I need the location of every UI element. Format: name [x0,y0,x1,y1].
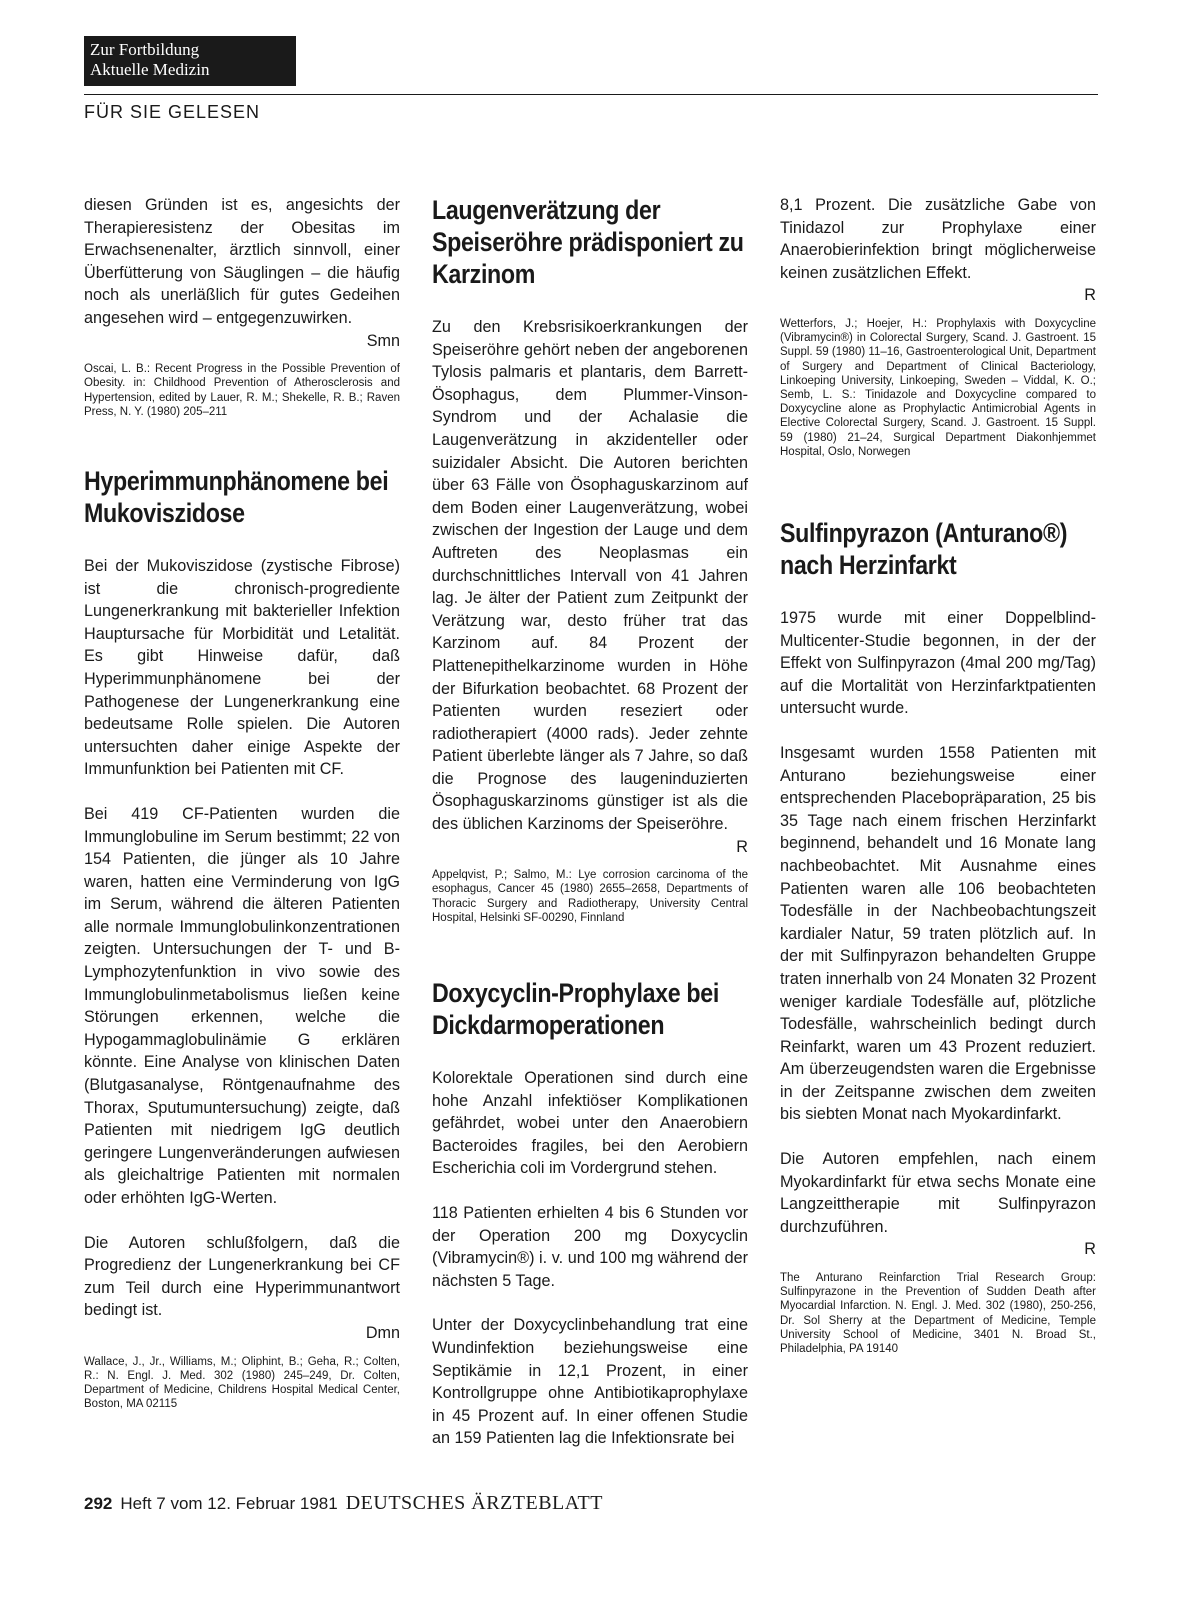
doxycyclin-continuation [780,194,1096,307]
intro-signature: Smn [366,331,400,350]
section-label-line2: Aktuelle Medizin [90,60,210,79]
article-title-laugenveraetzung: Laugenverätzung der Speiseröhre prädisponiert zu Karzinom [432,195,744,289]
journal-name: DEUTSCHES ÄRZTEBLATT [345,1492,603,1514]
sulfinpyrazon-paragraph-3-text: Die Autoren empfehlen, nach einem Myokardinfarkt für etwa sechs Monate eine Langzeittherapie mit Sulfinpyrazon durchzuführen. [780,1150,1096,1236]
mukoviszidose-paragraph-1: Bei der Mukoviszidose (zystische Fibrose) ist die chronisch-progrediente Lungenerkrankung mit bakterieller Infektion Hauptursache für Morbidität und Letalität. Es gibt Hinweise dafür, daß Hyperimmunphänomene bei der Pathogenese der Lungenerkrankung eine bedeutsame Rolle spielen. Die Autoren untersuchten daher einige Aspekte der Immunfunktion bei Patienten mit CF. [84,556,400,779]
doxycyclin-reference: Wetterfors, J.; Hoejer, H.: Prophylaxis with Doxycycline (Vibramycin®) in Colorectal Surgery, Scand. J. Gastroent. 15 Suppl. 59 (1980) 11–16, Gastroenterological Unit, Department of Surgery and Department of Clinical Bacteriology, Linkoeping University, Linkoeping, Sweden – Viddal, K. O.; Semb, L. S.: Tinidazole and Doxycycline compared to Doxycycline alone as Prophylactic Antimicrobial Agents in Elective Colorectal Surgery, Scand. J. Gastroent. 15 Suppl. 59 (1980) 21–24, Surgical Department Diakonhjemmet Hospital, Oslo, Norwegen [780,317,1096,458]
doxycyclin-signature: R [1084,286,1096,305]
column-2 [432,194,748,1450]
intro-paragraph [84,194,400,352]
mukoviszidose-paragraph-3-text: Die Autoren schlußfolgern, daß die Progredienz der Lungenerkrankung bei CF zum Teil durch eine Hyperimmunantwort bedingt ist. [84,1233,400,1320]
article-title-doxycyclin: Doxycyclin-Prophylaxe bei Dickdarmoperationen [432,978,719,1041]
spacer [84,419,400,465]
doxycyclin-paragraph-3: Unter der Doxycyclinbehandlung trat eine Wundinfektion beziehungsweise eine Septikämie in 12,1 Prozent, in einer Kontrollgruppe ohne Antibiotikaprophylaxe in 45 Prozent auf. In einer offenen Studie an 159 Patienten lag die Infektionsrate bei [432,1316,748,1448]
mukoviszidose-reference: Wallace, J., Jr., Williams, M.; Oliphint, B.; Geha, R.; Colten, R.: N. Engl. J. Med. 302 (1980) 245–249, Dr. Colten, Department of Medicine, Childrens Hospital Medical Center, Boston, MA 02115 [84,1355,400,1411]
sulfinpyrazon-reference: The Anturano Reinfarction Trial Research Group: Sulfinpyrazone in the Prevention of Sudden Death after Myocardial Infarction. N. Engl. J. Med. 302 (1980), 250-256, Dr. Sol Sherry at the Department of Medicine, Temple University School of Medicine, 3401 N. Broad St., Philadelphia, PA 19140 [780,1272,1096,1356]
article-title-mukoviszidose: Hyperimmunphänomene bei Mukoviszidose [84,465,389,528]
doxycyclin-continuation-text: 8,1 Prozent. Die zusätzliche Gabe von Tinidazol zur Prophylaxe einer Anaerobierinfektion bringt möglicherweise keinen zusätzlichen Effekt. [780,196,1096,282]
intro-reference: Oscai, L. B.: Recent Progress in the Possible Prevention of Obesity. in: Childhood Prevention of Atherosclerosis and Hypertension, edited by Lauer, R. M.; Shekelle, R. B.; Raven Press, N. Y. (1980) 205–211 [84,363,400,418]
header-rule [84,94,1098,95]
spacer [432,925,748,977]
spacer [780,459,1096,517]
sulfinpyrazon-paragraph-2: Insgesamt wurden 1558 Patienten mit Anturano beziehungsweise einer entsprechenden Placebopräparation, 25 bis 35 Tage nach einem frischen Herzinfarkt beginnend, behandelt und 16 Monate lang nachbeobachtet. Mit Ausnahme eines Patienten waren alle 106 beobachteten Todesfälle in der Nachbeobachtungszeit kardialer Natur, 59 traten plötzlich auf. In der mit Sulfinpyrazon behandelten Gruppe traten innerhalb von 24 Monaten 32 Prozent weniger kardiale Todesfälle auf, plötzliche Todesfälle, wahrscheinlich bedingt durch Reinfarkt, waren um 43 Prozent reduziert. Am überzeugendsten waren die Ergebnisse in der Zeitspanne zwischen dem zweiten bis siebten Monat nach Myokardinfarkt. [780,743,1096,1124]
issue-info: Heft 7 vom 12. Februar 1981 [120,1494,338,1513]
laugenveraetzung-signature: R [736,837,748,856]
section-label-line1: Zur Fortbildung [90,40,200,59]
laugenveraetzung-paragraph [432,316,748,858]
article-title-sulfinpyrazon: Sulfinpyrazon (Anturano®) nach Herzinfarkt [780,518,1068,580]
column-3 [780,194,1096,1356]
intro-text: diesen Gründen ist es, angesichts der Therapieresistenz der Obesitas im Erwachsenenalter, ärztlich sinnvoll, einer Überfütterung von Säuglingen – die häufig noch als unerläßlich für gutes Gedeihen angesehen wird – entgegenzuwirken. [84,196,400,327]
sulfinpyrazon-paragraph-3 [780,1148,1096,1261]
doxycyclin-paragraph-2: 118 Patienten erhielten 4 bis 6 Stunden vor der Operation 200 mg Doxycyclin (Vibramycin®) i. v. und 100 mg während der nächsten 5 Tage. [432,1204,748,1290]
section-label [84,36,296,86]
laugenveraetzung-reference: Appelqvist, P.; Salmo, M.: Lye corrosion carcinoma of the esophagus, Cancer 45 (1980) 2655–2658, Departments of Thoracic Surgery and Radiotherapy, University Central Hospital, Helsinki SF-00290, Finnland [432,869,748,924]
column-kicker: FÜR SIE GELESEN [84,102,261,122]
page-footer [84,1492,603,1515]
mukoviszidose-paragraph-2: Bei 419 CF-Patienten wurden die Immunglobuline im Serum bestimmt; 22 von 154 Patienten, die jünger als 10 Jahre waren, hatten eine Verminderung von IgG im Serum, während die älteren Patienten alle normale Immunglobulinkonzentrationen zeigten. Untersuchungen der T- und B-Lymphozytenfunktion in vivo sowie des Immunglobulinmetabolismus ließen keine Störungen erkennen, welche die Hypogammaglobulinämie G erklären könnte. Eine Analyse von klinischen Daten (Blutgasanalyse, Röntgenaufnahme des Thorax, Sputumuntersuchung) zeigte, daß Patienten mit niedrigem IgG deutlich geringere Lungenveränderungen aufwiesen als gleichaltrige Patienten mit normalen oder erhöhten IgG-Werten. [84,804,400,1207]
sulfinpyrazon-signature: R [1084,1240,1096,1259]
mukoviszidose-signature: Dmn [365,1323,400,1342]
page-number: 292 [84,1494,113,1513]
sulfinpyrazon-paragraph-1: 1975 wurde mit einer Doppelblind-Multicenter-Studie begonnen, in der der Effekt von Sulfinpyrazon (4mal 200 mg/Tag) auf die Mortalität von Herzinfarktpatienten untersucht wurde. [780,609,1096,718]
mukoviszidose-paragraph-3 [84,1232,400,1345]
column-1 [84,194,400,1411]
doxycyclin-paragraph-1: Kolorektale Operationen sind durch eine hohe Anzahl infektiöser Komplikationen gefährdet, wobei unter den Anaerobiern Bacteroides fragiles, bei den Aerobiern Escherichia coli im Vordergrund stehen. [432,1069,748,1178]
laugenveraetzung-text: Zu den Krebsrisikoerkrankungen der Speiseröhre gehört neben der angeborenen Tylosis palmaris et plantaris, dem Barrett-Ösophagus, dem Plummer-Vinson-Syndrom und der Achalasie die Laugenverätzung in akzidenteller oder suizidaler Absicht. Die Autoren berichten über 63 Fälle von Ösophaguskarzinom auf dem Boden einer Laugenverätzung, wobei zwischen der Ingestion der Lauge und dem Auftreten des Neoplasmas ein durchschnittliches Intervall von 41 Jahren lag. Je älter der Patient zum Zeitpunkt der Verätzung war, desto früher trat das Karzinom auf. 84 Prozent der Plattenepithelkarzinome wurden in Höhe der Bifurkation beobachtet. 68 Prozent der Patienten wurden reseziert oder radiotherapiert (4000 rads). Jeder zehnte Patient überlebte länger als 7 Jahre, so daß die Prognose des laugeninduzierten Ösophaguskarzinoms günstiger ist als die des üblichen Karzinoms der Speiseröhre. [432,318,748,834]
